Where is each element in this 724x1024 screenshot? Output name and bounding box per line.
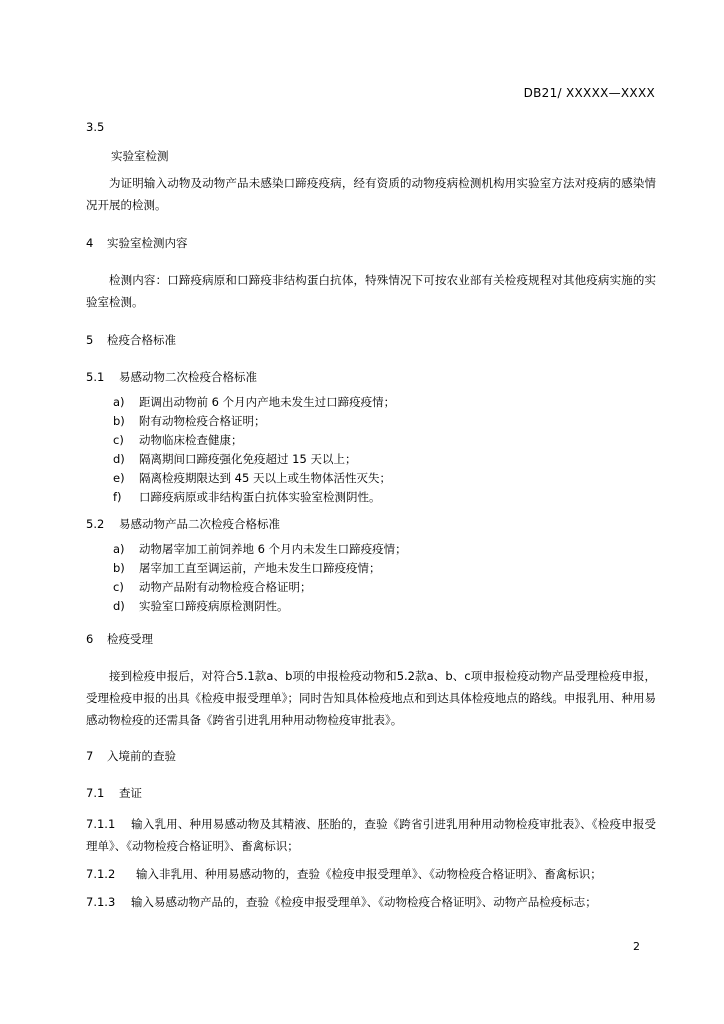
list-item-label: d) (113, 452, 125, 466)
list-item-text: 动物屠宰加工前饲养地 6 个月内未发生口蹄疫疫情； (139, 542, 407, 556)
section-number: 5.1 (86, 370, 105, 384)
section-heading-6 (86, 630, 656, 649)
list-item-text: 屠宰加工直至调运前，产地未发生口蹄疫疫情； (139, 561, 381, 575)
section-number: 7.1 (86, 786, 105, 800)
section-6-paragraph: 接到检疫申报后，对符合5.1款a、b项的申报检疫动物和5.2款a、b、c项申报检疫动物产品受理检疫申报，受理检疫申报的出具《检疫申报受理单》；同时告知具体检疫地点和到达具体检疫地点的路线。申报乳用、种用易感动物检疫的还需具备《跨省引进乳用种用动物检疫审批表》。 (86, 669, 656, 727)
page-number: 2 (633, 940, 640, 953)
section-title: 检疫合格标准 (107, 333, 176, 347)
list-item-text: 附有动物检疫合格证明； (139, 414, 266, 428)
section-heading-5-2 (86, 515, 656, 534)
clause-text: 输入乳用、种用易感动物及其精液、胚胎的，查验《跨省引进乳用种用动物检疫审批表》、《检疫申报受理单》、《动物检疫合格证明》、畜禽标识； (86, 817, 656, 853)
list-item-label: a) (113, 395, 125, 409)
clause-number: 7.1.3 (86, 895, 116, 909)
section-number: 5 (86, 333, 94, 347)
section-number-3-5: 3.5 (86, 120, 105, 134)
section-title: 实验室检测内容 (107, 236, 188, 250)
clause-7-1-2 (86, 863, 656, 885)
section-heading-7 (86, 747, 656, 766)
section-title: 入境前的查验 (107, 749, 176, 763)
clause-text: 输入易感动物产品的，查验《检疫申报受理单》、《动物检疫合格证明》、动物产品检疫标志； (131, 895, 597, 909)
clause-number: 7.1.1 (86, 817, 116, 831)
list-item (86, 488, 656, 507)
clause-7-1-1 (86, 813, 656, 857)
list-item-label: b) (113, 414, 125, 428)
section-heading-7-1 (86, 784, 656, 803)
section-number: 6 (86, 632, 94, 646)
section-number: 4 (86, 236, 94, 250)
list-item (86, 412, 656, 431)
list-item (86, 469, 656, 488)
section-title: 易感动物二次检疫合格标准 (119, 370, 257, 384)
list-item-text: 实验室口蹄疫病原检测阴性。 (139, 599, 289, 613)
list-item (86, 559, 656, 578)
list-item-label: e) (113, 471, 125, 485)
section-title: 检疫受理 (107, 632, 153, 646)
list-item-text: 口蹄疫病原或非结构蛋白抗体实验室检测阴性。 (139, 490, 381, 504)
clause-7-1-3 (86, 891, 656, 913)
document-body (86, 118, 656, 913)
term-definition-lab-test: 为证明输入动物及动物产品未感染口蹄疫疫病，经有资质的动物疫病检测机构用实验室方法对疫病的感染情况开展的检测。 (86, 176, 656, 212)
list-item-label: c) (113, 433, 124, 447)
section-4-paragraph: 检测内容：口蹄疫病原和口蹄疫非结构蛋白抗体，特殊情况下可按农业部有关检疫规程对其他疫病实施的实验室检测。 (86, 273, 656, 309)
list-item (86, 540, 656, 559)
list-item (86, 393, 656, 412)
list-item-label: f) (113, 490, 122, 504)
section-title: 易感动物产品二次检疫合格标准 (119, 517, 280, 531)
list-item-label: d) (113, 599, 125, 613)
clause-text: 输入非乳用、种用易感动物的，查验《检疫申报受理单》、《动物检疫合格证明》、畜禽标识； (136, 867, 602, 881)
section-number: 5.2 (86, 517, 105, 531)
list-item-text: 动物临床检查健康； (139, 433, 243, 447)
section-heading-5-1 (86, 368, 656, 387)
clause-number: 7.1.2 (86, 867, 116, 881)
list-item-label: a) (113, 542, 125, 556)
list-item-text: 动物产品附有动物检疫合格证明； (139, 580, 312, 594)
list-item (86, 450, 656, 469)
document-code: DB21/ XXXXX—XXXX (523, 86, 655, 100)
list-item (86, 578, 656, 597)
section-heading-4 (86, 234, 656, 253)
list-item-text: 隔离检疫期限达到 45 天以上或生物体活性灭失； (139, 471, 391, 485)
list-item (86, 597, 656, 616)
list-item-label: c) (113, 580, 124, 594)
term-title-lab-test: 实验室检测 (111, 149, 169, 163)
list-item-label: b) (113, 561, 125, 575)
section-heading-5 (86, 331, 656, 350)
list-item-text: 距调出动物前 6 个月内产地未发生过口蹄疫疫情； (139, 395, 396, 409)
section-number: 7 (86, 749, 94, 763)
section-title: 查证 (119, 786, 142, 800)
list-item-text: 隔离期间口蹄疫强化免疫超过 15 天以上； (139, 452, 357, 466)
list-item (86, 431, 656, 450)
